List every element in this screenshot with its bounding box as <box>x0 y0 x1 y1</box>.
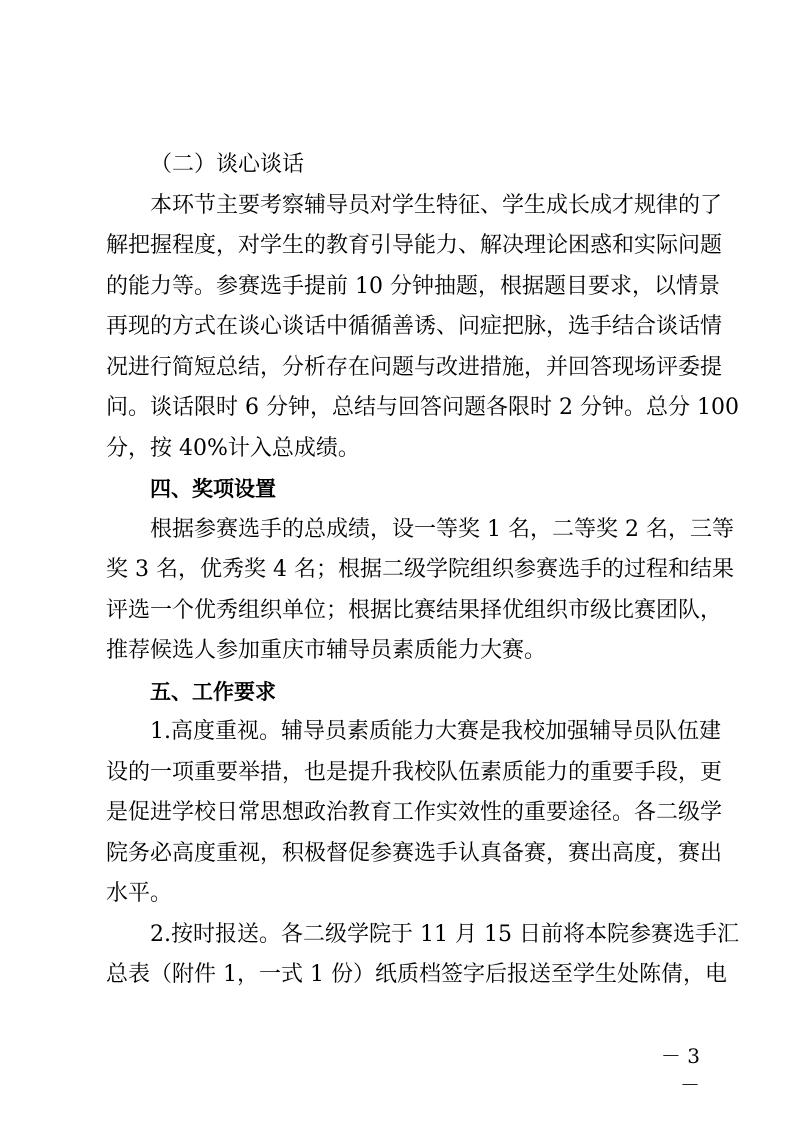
paragraph-line: 分，按 40%计入总成绩。 <box>106 435 360 461</box>
paragraph-line: 解把握程度，对学生的教育引导能力、解决理论困惑和实际问题 <box>106 233 723 258</box>
section-requirements-heading: 五、工作要求 <box>150 679 276 704</box>
paragraph-line: 再现的方式在谈心谈话中循循善诱、问症把脉，选手结合谈话情 <box>106 314 723 339</box>
paragraph-line: 推荐候选人参加重庆市辅导员素质能力大赛。 <box>106 638 547 663</box>
paragraph-line: 是促进学校日常思想政治教育工作实效性的重要途径。各二级学 <box>106 800 723 825</box>
section-talk-title: （二）谈心谈话 <box>150 152 305 177</box>
page-number: － 3 － <box>660 1044 700 1097</box>
paragraph-line: 总表（附件 1，一式 1 份）纸质档签字后报送至学生处陈倩，电 <box>106 962 727 987</box>
paragraph-line: 根据参赛选手的总成绩，设一等奖 1 名，二等奖 2 名，三等 <box>150 516 734 542</box>
paragraph-line: 况进行简短总结，分析存在问题与改进措施，并回答现场评委提 <box>106 354 723 380</box>
paragraph-line: 奖 3 名，优秀奖 4 名；根据二级学院组织参赛选手的过程和结果 <box>106 557 734 582</box>
paragraph-line: 的能力等。参赛选手提前 10 分钟抽题，根据题目要求，以情景 <box>106 273 720 299</box>
paragraph-line: 2.按时报送。各二级学院于 11 月 15 日前将本院参赛选手汇 <box>150 921 739 947</box>
document-body <box>106 145 739 996</box>
paragraph-line: 评选一个优秀组织单位；根据比赛结果择优组织市级比赛团队， <box>106 597 723 623</box>
paragraph-line: 设的一项重要举措，也是提升我校队伍素质能力的重要手段，更 <box>106 759 723 785</box>
paragraph-line: 院务必高度重视，积极督促参赛选手认真备赛，赛出高度，赛出 <box>106 840 723 866</box>
paragraph-line: 水平。 <box>106 881 173 906</box>
paragraph-line: 问。谈话限时 6 分钟，总结与回答问题各限时 2 分钟。总分 100 <box>106 395 739 420</box>
section-awards-heading: 四、奖项设置 <box>150 477 276 501</box>
paragraph-line: 1.高度重视。辅导员素质能力大赛是我校加强辅导员队伍建 <box>150 719 721 744</box>
paragraph-line: 本环节主要考察辅导员对学生特征、学生成长成才规律的了 <box>150 192 723 218</box>
